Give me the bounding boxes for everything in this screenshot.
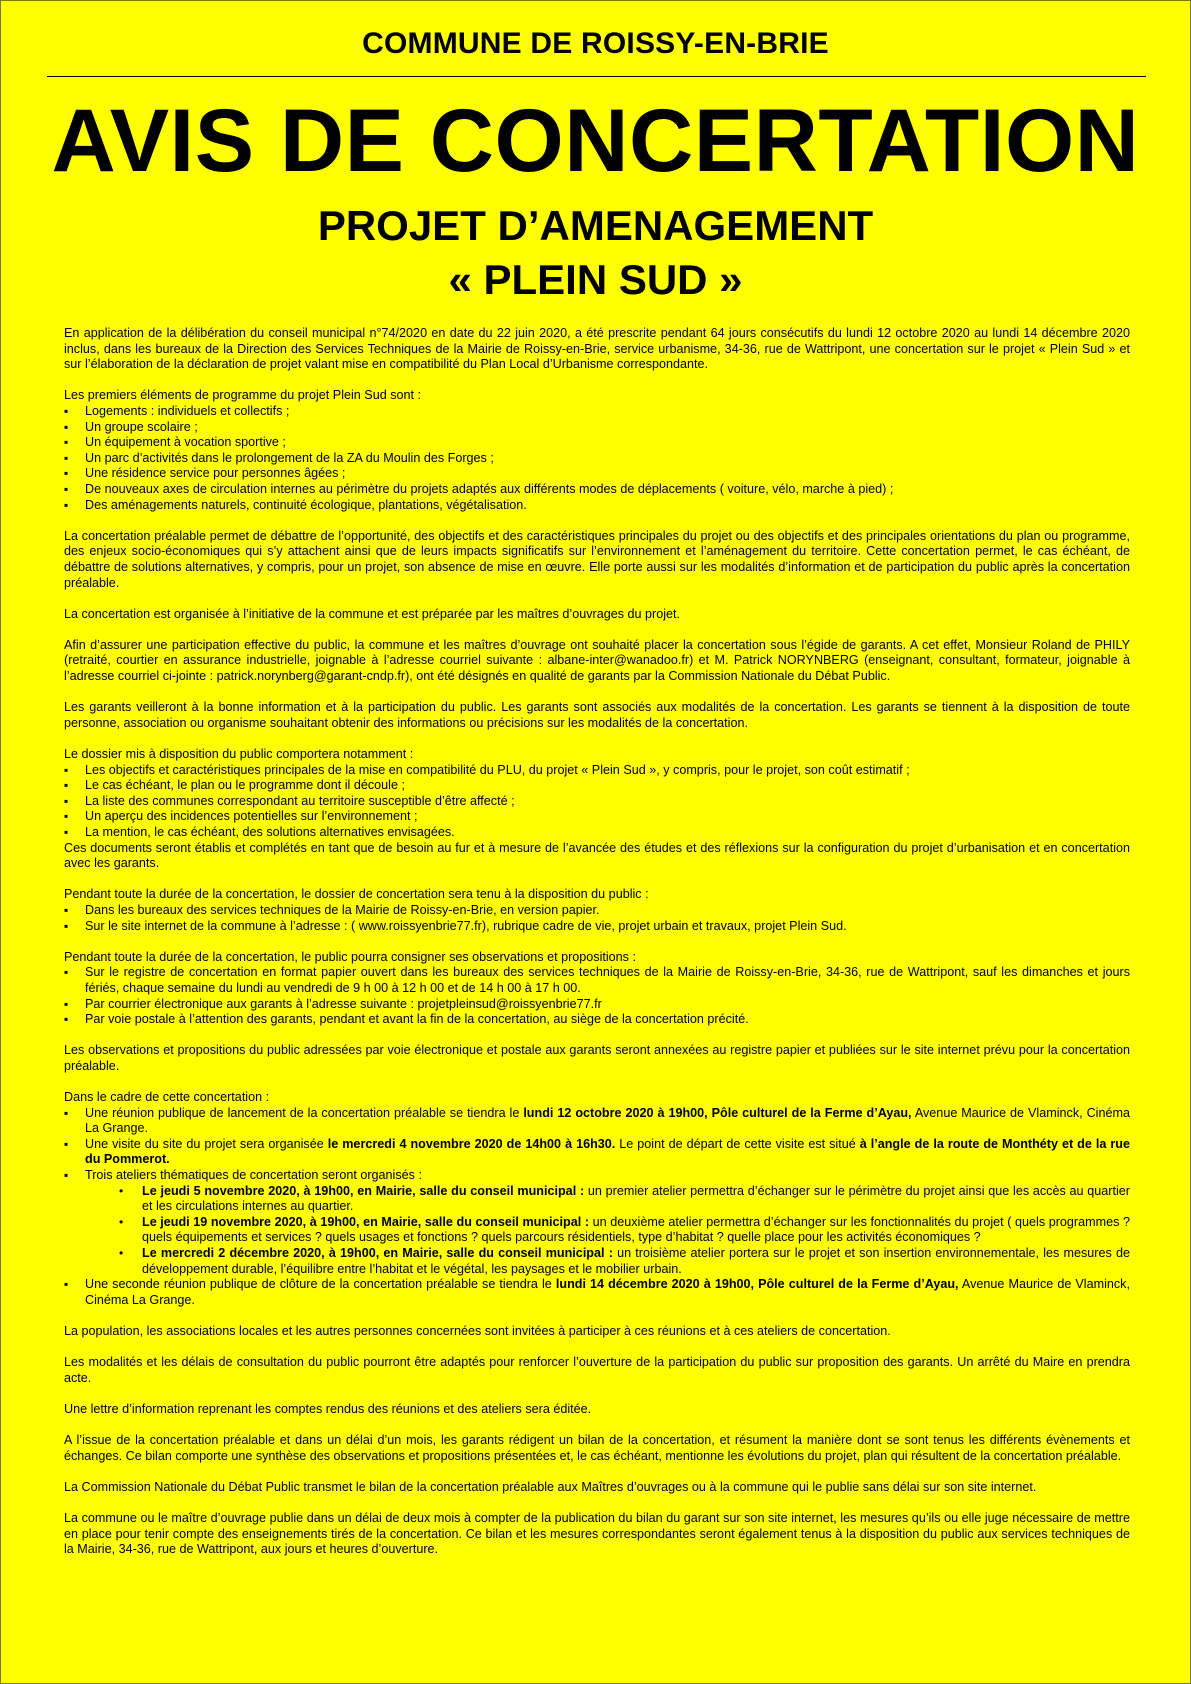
subtitle-line-1: PROJET D’AMENAGEMENT (317, 202, 874, 249)
project-subtitle (1, 199, 1190, 307)
list-item (64, 1168, 1130, 1277)
organisee-paragraph: La concertation est organisée à l’initiative de la commune et est préparée par les maîtres d’ouvrages du projet. (64, 606, 681, 621)
cadre-list (64, 1106, 1130, 1309)
modalites-paragraph: Les modalités et les délais de consultation du public pourront être adaptés pour renforcer l’ouverture de la participation du public sur proposition des garants. Un arrêté du Maire en prendra acte. (64, 1355, 1130, 1385)
list-item: ▪ Les objectifs et caractéristiques principales de la mise en compatibilité du PLU, du projet « Plein Sud », y compris, pour le projet, son coût estimatif ; (64, 763, 1130, 779)
dossier-outro: Ces documents seront établis et complétés en tant que de besoin au fur et à mesure de l’avancée des études et des réflexions sur la configuration du projet d’urbanisation et en concertation avec les garants. (64, 840, 1130, 871)
cadre-intro: Dans le cadre de cette concertation : (64, 1090, 270, 1105)
reunion-2-text: Une seconde réunion publique de clôture de la concertation préalable se tiendra le (85, 1277, 556, 1292)
ateliers-intro: Trois ateliers thématiques de concertation seront organisés : (85, 1168, 422, 1183)
reunion-1-text: Une réunion publique de lancement de la concertation préalable se tiendra le (85, 1105, 524, 1120)
list-item: ▪ Une résidence service pour personnes âgées ; (64, 466, 1130, 482)
population-paragraph: La population, les associations locales et les autres personnes concernées sont invitées à participer à ces réunions et à ces ateliers de concertation. (64, 1324, 891, 1338)
garants-paragraph: Afin d’assurer une participation effective du public, la commune et les maîtres d’ouvrage ont souhaité placer la concertation sous l’égide de garants. A cet effet, Monsieur Roland de PHILY (retraité, courtier en assurance industrielle, joignable à l’adresse courriel suivante : albane-inter@wanadoo.fr) et M. Patrick NORYNBERG (enseignant, consultant, formateur, joignable à l’adresse courriel ci-jointe : patrick.norynberg@garant-cndp.fr), ont été désignés en qualité de garants par la Commission Nationale du Débat Public. (64, 637, 1130, 684)
list-item (64, 1277, 1130, 1308)
commune-heading: COMMUNE DE ROISSY-EN-BRIE (362, 27, 829, 60)
observations-list (64, 965, 1130, 1027)
observations-intro: Pendant toute la durée de la concertation, le public pourra consigner ses observations et propositions : (64, 949, 636, 964)
list-item: ▪ Un équipement à vocation sportive ; (64, 435, 1130, 451)
bilan-paragraph: A l’issue de la concertation préalable et dans un délai d’un mois, les garants rédigent un bilan de la concertation, et résument la manière dont se sont tenus les différents évènements et échanges. Ce bilan comporte une synthèse des observations et propositions présentées et, le cas échéant, mentionne les évolutions du projet, plan qui résultent de la concertation préalable. (64, 1433, 1130, 1463)
programme-intro: Les premiers éléments de programme du projet Plein Sud sont : (64, 388, 422, 403)
list-item: ▪ Sur le registre de concertation en format papier ouvert dans les bureaux des services techniques de la Mairie de Roissy-en-Brie, 34-36, rue de Wattripont, sauf les dimanches et jours fériés, chaque semaine du lundi au vendredi de 9 h 00 à 12 h 00 et de 14 h 00 à 17 h 00. (64, 965, 1130, 996)
reunion-2-place: Avenue Maurice de Vlaminck, Cinéma La Grange. (85, 1277, 1130, 1307)
list-item (64, 1106, 1130, 1137)
visite-text: Une visite du site du projet sera organisée (85, 1136, 328, 1151)
intro-paragraph: En application de la délibération du conseil municipal n°74/2020 en date du 22 juin 2020, a été prescrite pendant 64 jours consécutifs du lundi 12 octobre 2020 au lundi 14 décembre 2020 inclus, dans les bureaux de la Direction des Services Techniques de la Mairie de Roissy-en-Brie, service urbanisme, 34-36, rue de Wattripont, une concertation sur le projet « Plein Sud » et sur l’élaboration de la déclaration de projet valant mise en compatibilité du Plan Local d’Urbanisme correspondante. (64, 326, 1130, 372)
reunion-2-date: lundi 14 décembre 2020 à 19h00, Pôle culturel de la Ferme d’Ayau, (555, 1277, 959, 1292)
prealable-paragraph: La concertation préalable permet de débattre de l’opportunité, des objectifs et des caractéristiques principales du projet ou des objectifs et des principales orientations du plan ou programme, des enjeux socio-économiques qui s’y attachent ainsi que de leurs impacts significatifs sur l’environnement et l’aménagement du territoire. Cette concertation permet, le cas échéant, de débattre de solutions alternatives, y compris, pour un projet, son absence de mise en œuvre. Elle porte aussi sur les modalités d’information et de participation du public après la concertation préalable. (64, 528, 1130, 590)
subtitle-line-2: « PLEIN SUD » (448, 256, 743, 303)
visite-date: le mercredi 4 novembre 2020 de 14h00 à 16h30. (327, 1136, 616, 1151)
atelier-1-date: Le jeudi 5 novembre 2020, à 19h00, en Mairie, salle du conseil municipal : (142, 1183, 585, 1198)
atelier-2-text: un deuxième atelier permettra d’échanger sur les fonctionnalités du projet ( quels programmes ? quels équipements et services ? quels usages et fonctions ? quels parcours résidentiels, type d’habitat ? quelle place pour les activités économiques ? (142, 1214, 1131, 1245)
list-item: ▪ Logements : individuels et collectifs ; (64, 404, 1130, 420)
atelier-1-text: un premier atelier permettra d’échanger sur le périmètre du projet ainsi que les accès au quartier et les circulations internes au quartier. (142, 1183, 1130, 1214)
list-item: ▪ De nouveaux axes de circulation internes au périmètre du projets adaptés aux différents modes de déplacements ( voiture, vélo, marche à pied) ; (64, 482, 1130, 498)
list-item: ▪ Par voie postale à l’attention des garants, pendant et avant la fin de la concertation, au siège de la concertation précité. (64, 1012, 1130, 1028)
reunion-1-date: lundi 12 octobre 2020 à 19h00, Pôle culturel de la Ferme d’Ayau, (523, 1105, 912, 1120)
atelier-item (85, 1246, 1130, 1277)
annexees-paragraph: Les observations et propositions du public adressées par voie électronique et postale aux garants seront annexées au registre papier et publiées sur le site internet prévu pour la concertation préalable. (64, 1043, 1130, 1073)
list-item: ▪ Un parc d’activités dans le prolongement de la ZA du Moulin des Forges ; (64, 451, 1130, 467)
veilleront-paragraph: Les garants veilleront à la bonne information et à la participation du public. Les garants sont associés aux modalités de la concertation. Les garants se tiennent à la disposition de toute personne, association ou organisme souhaitant obtenir des informations ou précisions sur les modalités de la concertation. (64, 700, 1130, 730)
atelier-2-date: Le jeudi 19 novembre 2020, à 19h00, en Mairie, salle du conseil municipal : (142, 1214, 590, 1229)
list-item: ▪ La liste des communes correspondant au territoire susceptible d’être affecté ; (64, 794, 1130, 810)
list-item: ▪ Par courrier électronique aux garants à l’adresse suivante : projetpleinsud@roissyenbrie77.fr (64, 997, 1130, 1013)
atelier-3-date: Le mercredi 2 décembre 2020, à 19h00, en Mairie, salle du conseil municipal : (142, 1246, 613, 1261)
list-item: ▪ La mention, le cas échéant, des solutions alternatives envisagées. (64, 825, 1130, 841)
disposition-intro: Pendant toute la durée de la concertation, le dossier de concertation sera tenu à la disposition du public : (64, 887, 649, 902)
disposition-list (64, 903, 1130, 934)
dossier-list (64, 763, 1130, 841)
notice-body (64, 326, 1130, 1574)
visite-place: à l’angle de la route de Monthéty et de la rue du Pommerot. (85, 1136, 1130, 1167)
header-divider (47, 76, 1146, 77)
list-item: ▪ Des aménagements naturels, continuité écologique, plantations, végétalisation. (64, 498, 1130, 514)
programme-list (64, 404, 1130, 513)
list-item: ▪ Un groupe scolaire ; (64, 420, 1130, 436)
visite-text-2: Le point de départ de cette visite est situé (615, 1136, 860, 1151)
list-item: ▪ Un aperçu des incidences potentielles sur l’environnement ; (64, 809, 1130, 825)
dossier-intro: Le dossier mis à disposition du public comportera notamment : (64, 747, 414, 762)
notice-title: AVIS DE CONCERTATION (51, 90, 1140, 190)
atelier-item (85, 1215, 1130, 1246)
list-item: ▪ Le cas échéant, le plan ou le programme dont il découle ; (64, 778, 1130, 794)
ateliers-list (85, 1184, 1130, 1278)
final-paragraph: La commune ou le maître d’ouvrage publie dans un délai de deux mois à compter de la publication du bilan du garant sur son site internet, les mesures qu’ils ou elle juge nécessaire de mettre en place pour tenir compte des enseignements tirés de la concertation. Ce bilan et les mesures correspondantes seront également tenus à la disposition du public aux services techniques de la Mairie, 34-36, rue de Wattripont, aux jours et heures d’ouverture. (64, 1511, 1130, 1557)
reunion-1-place: Avenue Maurice de Vlaminck, Cinéma La Grange. (85, 1105, 1130, 1136)
list-item: ▪ Sur le site internet de la commune à l’adresse : ( www.roissyenbrie77.fr), rubrique cadre de vie, projet urbain et travaux, projet Plein Sud. (64, 919, 1130, 935)
atelier-3-text: un troisième atelier portera sur le projet et son insertion environnementale, les mesures de développement durable, l’équilibre entre l’habitat et le végétal, les paysages et le mobilier urbain. (142, 1246, 1130, 1276)
lettre-paragraph: Une lettre d’information reprenant les comptes rendus des réunions et des ateliers sera éditée. (64, 1401, 592, 1416)
cndp-paragraph: La Commission Nationale du Débat Public transmet le bilan de la concertation préalable aux Maîtres d’ouvrages ou à la commune qui le publie sans délai sur son site internet. (64, 1479, 1037, 1494)
list-item (64, 1137, 1130, 1168)
atelier-item (85, 1184, 1130, 1215)
list-item: ▪ Dans les bureaux des services techniques de la Mairie de Roissy-en-Brie, en version papier. (64, 903, 1130, 919)
